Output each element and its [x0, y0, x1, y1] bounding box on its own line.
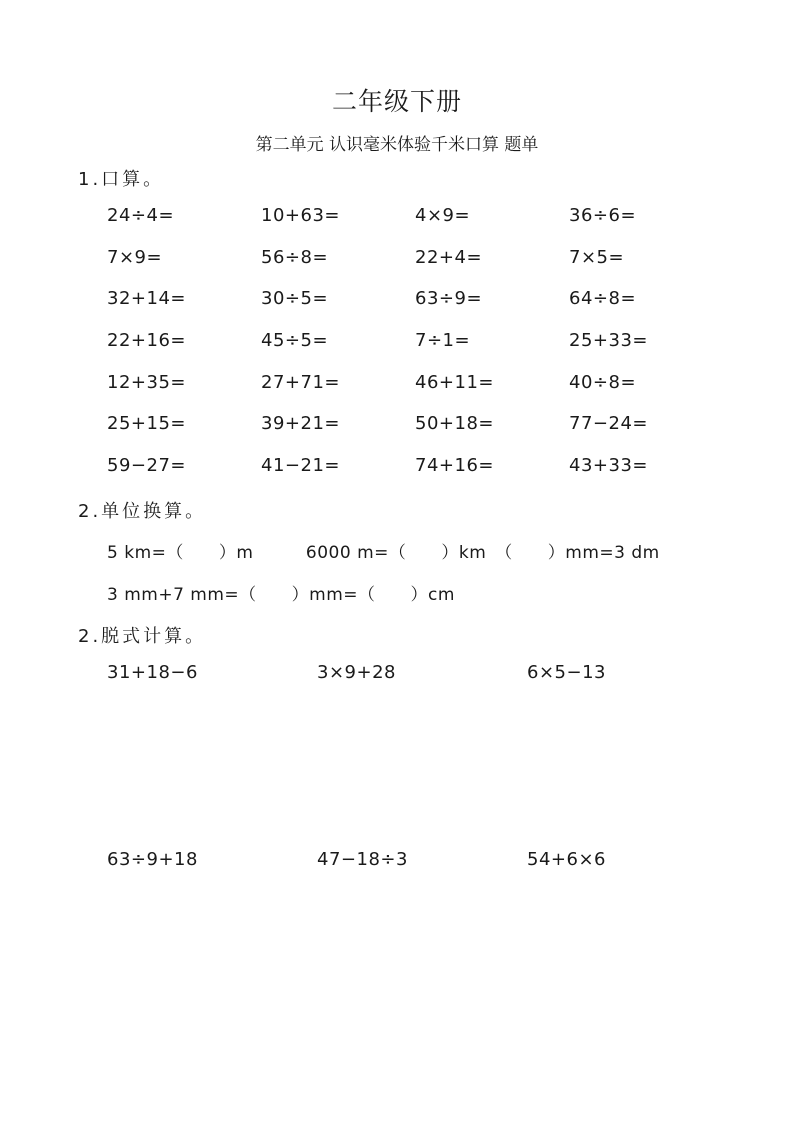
problem: 63÷9=	[415, 288, 483, 310]
calc-problem: 63÷9+18	[107, 849, 198, 870]
problem: 74+16=	[415, 454, 494, 476]
problem-row	[107, 361, 727, 403]
problem: 10+63=	[261, 205, 340, 227]
problem: 50+18=	[415, 413, 494, 435]
page-subtitle: 第二单元 认识毫米体验千米口算 题单	[255, 135, 539, 155]
problem: 7×9=	[107, 246, 163, 268]
problem: 24÷4=	[107, 205, 175, 227]
problem: 32+14=	[107, 288, 186, 310]
section-heading-oral: 1.口算。	[78, 169, 165, 190]
calc-problem: 6×5−13	[527, 662, 606, 683]
unit-conversion-line-2: 3 mm+7 mm=（ ）mm=（ ）cm	[107, 585, 455, 605]
problem: 7×5=	[569, 246, 625, 268]
unit-conversion-line-1: 5 km=（ ）m 6000 m=（ ）km （ ）mm=3 dm	[107, 543, 660, 563]
problem: 22+4=	[415, 246, 483, 268]
problem: 59−27=	[107, 454, 186, 476]
calc-problem: 54+6×6	[527, 849, 606, 870]
problem: 77−24=	[569, 413, 648, 435]
problem: 43+33=	[569, 454, 648, 476]
problem: 46+11=	[415, 371, 494, 393]
oral-arithmetic-grid	[107, 195, 727, 486]
problem: 30÷5=	[261, 288, 329, 310]
problem: 22+16=	[107, 330, 186, 352]
section-heading-unit-conversion: 2.单位换算。	[78, 501, 207, 522]
problem-row	[107, 445, 727, 487]
problem-row	[107, 320, 727, 362]
problem: 25+33=	[569, 330, 648, 352]
problem: 25+15=	[107, 413, 186, 435]
calc-problem: 3×9+28	[317, 662, 396, 683]
calc-problem: 31+18−6	[107, 662, 198, 683]
problem: 27+71=	[261, 371, 340, 393]
problem: 40÷8=	[569, 371, 637, 393]
calc-problem: 47−18÷3	[317, 849, 408, 870]
problem: 45÷5=	[261, 330, 329, 352]
problem: 64÷8=	[569, 288, 637, 310]
problem: 36÷6=	[569, 205, 637, 227]
problem: 4×9=	[415, 205, 471, 227]
problem-row	[107, 237, 727, 279]
problem-row	[107, 403, 727, 445]
problem: 12+35=	[107, 371, 186, 393]
section-heading-step-calculation: 2.脱式计算。	[78, 626, 207, 647]
problem: 7÷1=	[415, 330, 471, 352]
problem: 39+21=	[261, 413, 340, 435]
problem-row	[107, 278, 727, 320]
problem: 41−21=	[261, 454, 340, 476]
problem-row	[107, 195, 727, 237]
problem: 56÷8=	[261, 246, 329, 268]
page-title: 二年级下册	[331, 87, 462, 116]
